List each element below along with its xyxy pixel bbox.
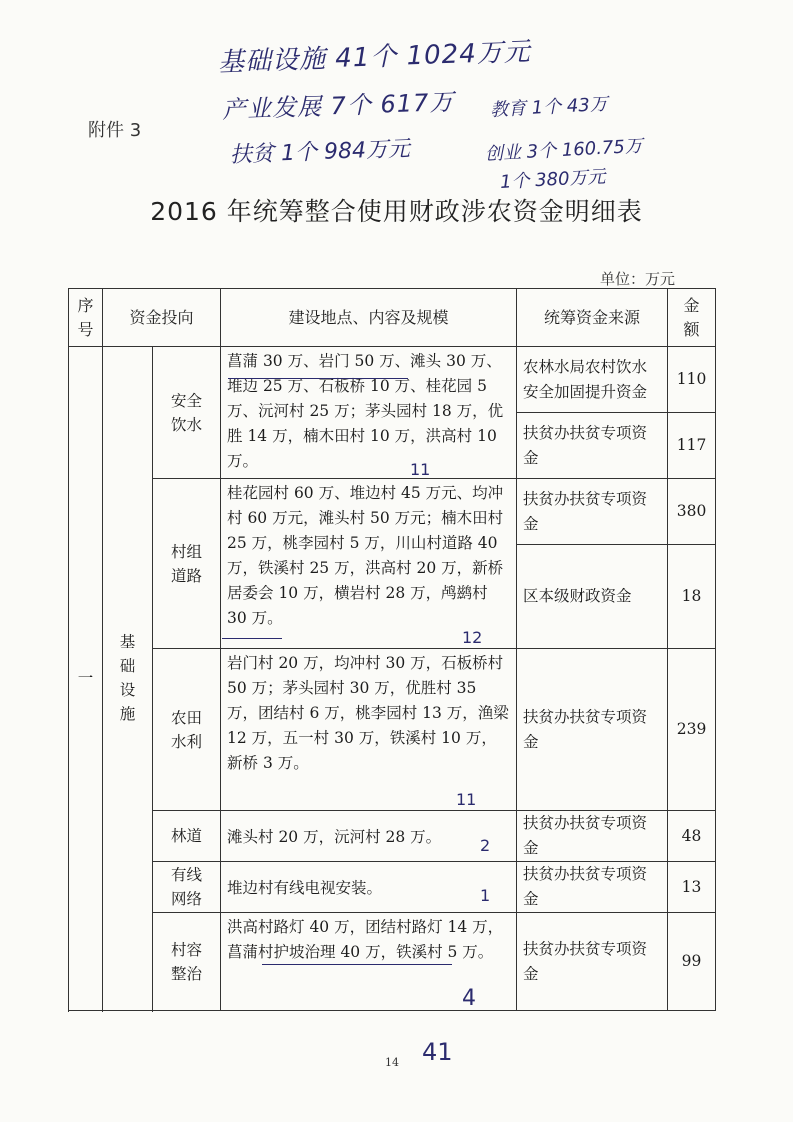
source-village-roads-2: 区本级财政资金	[517, 545, 668, 649]
handwritten-note-line5: 创业 3个 160.75万	[484, 135, 644, 165]
amount-forest-road: 48	[668, 811, 716, 862]
amount-village-roads-2: 18	[668, 545, 716, 649]
subcategory-safe-water: 安全饮水	[153, 347, 221, 479]
handwritten-count-mark: 12	[462, 628, 483, 647]
amount-safe-water-2: 117	[668, 413, 716, 479]
row-category: 基础设施	[103, 347, 153, 1011]
source-safe-water-1: 农林水局农村饮水安全加固提升资金	[517, 347, 668, 413]
source-cable-network: 扶贫办扶贫专项资金	[517, 862, 668, 913]
handwritten-note-line1: 基础设施 41个 1024万元	[217, 37, 532, 78]
subcategory-village-appearance: 村容整治	[153, 913, 221, 1011]
content-village-roads: 桂花园村 60 万、堆边村 45 万元、均冲村 60 万元，滩头村 50 万元；楠木田村 25 万，桃李园村 5 万，川山村道路 40 万，铁溪村 25 万，洪高村 20 万，新桥居委会 10 万，横岩村 28 万，鸬鹚村 30 万。	[221, 479, 517, 649]
amount-village-roads-1: 380	[668, 479, 716, 545]
source-village-roads-1: 扶贫办扶贫专项资金	[517, 479, 668, 545]
handwritten-note-line2: 产业发展 7个 617万	[221, 87, 455, 124]
table-row	[69, 347, 716, 413]
header-seq: 序号	[69, 289, 103, 347]
pen-underline	[228, 378, 408, 379]
table-row	[69, 811, 716, 862]
amount-cable-network: 13	[668, 862, 716, 913]
handwritten-count-mark: 11	[456, 790, 477, 809]
attachment-label: 附件 3	[88, 120, 142, 141]
content-safe-water: 菖蒲 30 万、岩门 50 万、滩头 30 万、堆边 25 万、石板桥 10 万、桂花园 5 万、沅河村 25 万；茅头园村 18 万，优胜 14 万，楠木田村 10 万，洪高村 10 万。	[221, 347, 517, 479]
handwritten-count-mark: 11	[410, 460, 431, 479]
row-seq: 一	[69, 347, 103, 1011]
subcategory-forest-road: 林道	[153, 811, 221, 862]
table-row	[69, 862, 716, 913]
table-row	[69, 649, 716, 811]
content-cable-network: 堆边村有线电视安装。	[221, 862, 517, 913]
source-village-appearance: 扶贫办扶贫专项资金	[517, 913, 668, 1011]
header-amount: 金额	[668, 289, 716, 347]
handwritten-page-number: 41	[422, 1038, 453, 1066]
source-forest-road: 扶贫办扶贫专项资金	[517, 811, 668, 862]
source-irrigation: 扶贫办扶贫专项资金	[517, 649, 668, 811]
amount-irrigation: 239	[668, 649, 716, 811]
document-title: 2016 年统筹整合使用财政涉农资金明细表	[150, 197, 643, 226]
handwritten-note-line3: 教育 1个 43万	[489, 93, 609, 121]
subcategory-irrigation: 农田水利	[153, 649, 221, 811]
content-irrigation: 岩门村 20 万，均冲村 30 万，石板桥村 50 万；茅头园村 30 万，优胜村 35 万，团结村 6 万，桃李园村 13 万，渔梁 12 万，五一村 30 万，铁溪村 10 万，新桥 3 万。	[221, 649, 517, 811]
content-village-appearance: 洪高村路灯 40 万，团结村路灯 14 万，菖蒲村护坡治理 40 万，铁溪村 5 万。	[221, 913, 517, 1011]
table-row	[69, 913, 716, 1011]
amount-village-appearance: 99	[668, 913, 716, 1011]
handwritten-note-line4: 扶贫 1个 984万元	[229, 136, 411, 168]
subcategory-cable-network: 有线网络	[153, 862, 221, 913]
pen-underline	[262, 964, 452, 965]
handwritten-note-line6: 1个 380万元	[499, 166, 607, 193]
handwritten-count-mark: 2	[480, 836, 491, 855]
amount-safe-water-1: 110	[668, 347, 716, 413]
subcategory-village-roads: 村组道路	[153, 479, 221, 649]
unit-label: 单位：万元	[600, 270, 676, 288]
table-row	[69, 479, 716, 545]
table-header-row	[69, 289, 716, 347]
funding-table	[68, 288, 716, 1011]
header-source: 统筹资金来源	[517, 289, 668, 347]
header-direction: 资金投向	[103, 289, 221, 347]
source-safe-water-2: 扶贫办扶贫专项资金	[517, 413, 668, 479]
content-forest-road: 滩头村 20 万，沅河村 28 万。	[221, 811, 517, 862]
handwritten-count-mark: 4	[462, 986, 476, 1011]
header-content: 建设地点、内容及规模	[221, 289, 517, 347]
pen-underline	[222, 638, 282, 639]
handwritten-count-mark: 1	[480, 886, 491, 905]
page-number: 14	[385, 1056, 399, 1069]
